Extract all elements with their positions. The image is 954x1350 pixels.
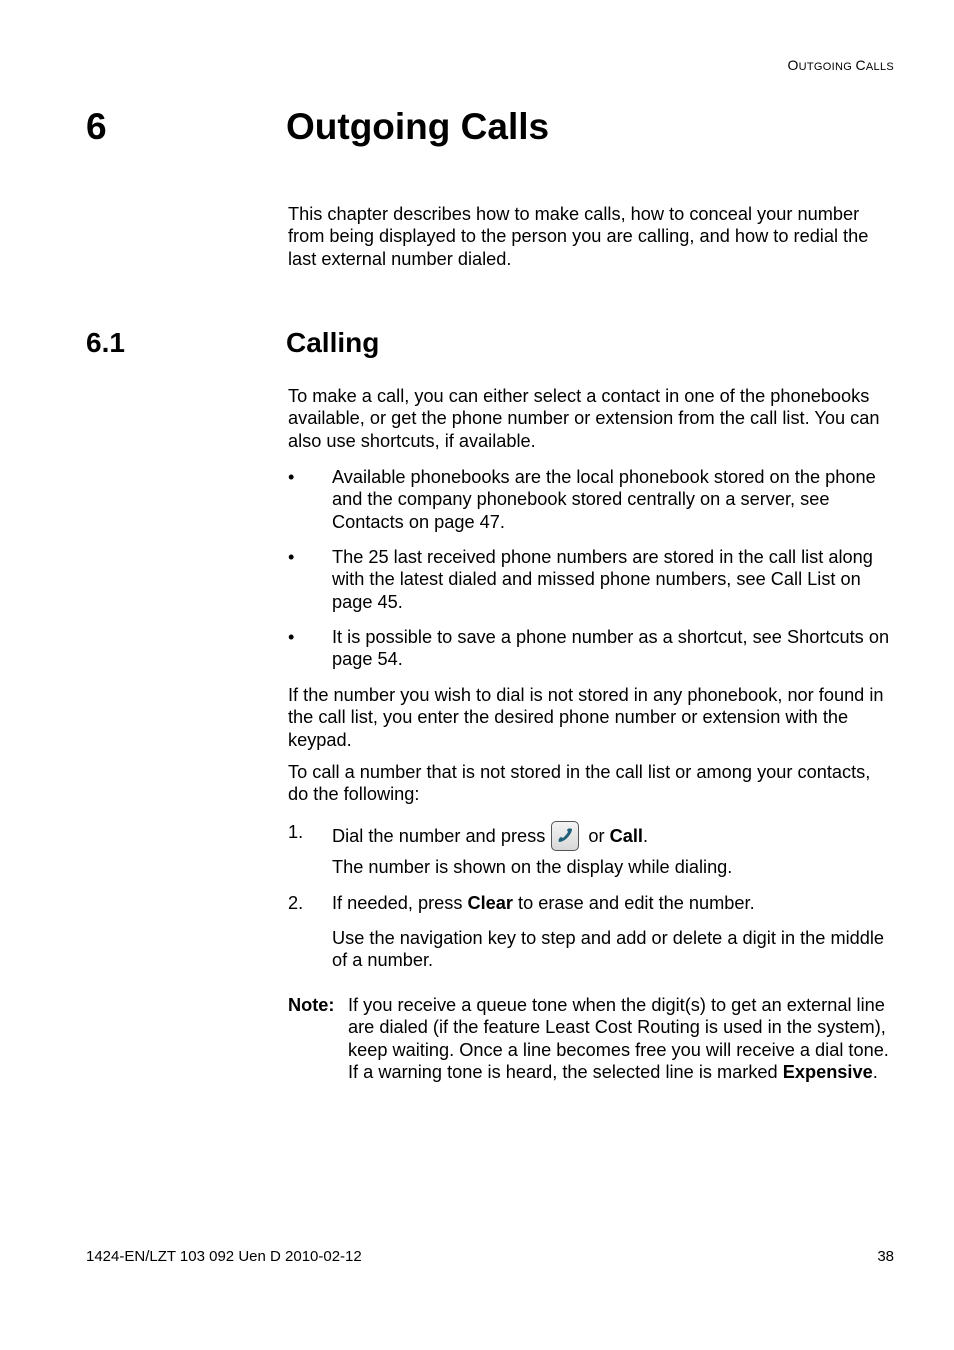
chapter-title: Outgoing Calls	[286, 106, 550, 147]
bullet-item	[288, 546, 894, 613]
step-number: 1.	[288, 822, 304, 842]
bullet-text: The 25 last received phone numbers are stored in the call list along with the latest dialed and missed phone numbers, see Call List on page 45.	[332, 547, 873, 612]
step-text-pre: If needed, press	[332, 893, 468, 913]
running-header-o: O	[787, 57, 799, 73]
step-item	[288, 892, 894, 916]
bullet-item	[288, 466, 894, 533]
running-header-utgoing: UTGOING	[798, 61, 856, 73]
bullet-mark: •	[288, 627, 295, 647]
bullet-text: Available phonebooks are the local phonebook stored on the phone and the company phonebook stored centrally on a server, see Contacts on page 47.	[332, 467, 876, 532]
note-expensive: Expensive	[782, 1062, 873, 1083]
clear-softkey-label: Clear	[467, 893, 513, 913]
note-body: If you receive a queue tone when the digit(s) to get an external line are dialed (if the feature Least Cost Routing is used in the system), keep waiting. Once a line becomes free you will receive a dial tone. If a warning tone is heard, the selected line is marked	[348, 995, 889, 1083]
bullet-mark: •	[288, 547, 295, 567]
note-end: .	[872, 1062, 878, 1083]
chapter-intro: This chapter describes how to make calls, how to conceal your number from being displayed to the person you are calling, and how to redial the last external number dialed.	[288, 204, 869, 269]
bullet-text: It is possible to save a phone number as a shortcut, see Shortcuts on page 54.	[332, 627, 890, 670]
call-key-icon	[551, 821, 579, 851]
section-number: 6.1	[86, 327, 125, 358]
call-softkey-label: Call	[609, 826, 643, 846]
steps-intro: To call a number that is not stored in the call list or among your contacts, do the following:	[288, 762, 871, 805]
footer-doc-id: 1424-EN/LZT 103 092 Uen D 2010-02-12	[86, 1248, 362, 1265]
page-number: 38	[877, 1248, 894, 1265]
note-label: Note:	[288, 995, 335, 1015]
bullet-mark: •	[288, 467, 295, 487]
running-header-c: C	[855, 57, 866, 73]
step-detail: The number is shown on the display while dialing.	[332, 857, 733, 877]
chapter-number: 6	[86, 106, 107, 147]
step-detail: Use the navigation key to step and add or delete a digit in the middle of a number.	[332, 928, 885, 971]
step-text	[332, 892, 894, 914]
note-text	[348, 994, 894, 1084]
section-intro: To make a call, you can either select a contact in one of the phonebooks available, or get the phone number or extension from the call list. You can also use shortcuts, if available.	[288, 386, 880, 451]
running-header-alls: ALLS	[865, 61, 894, 73]
section-title: Calling	[286, 327, 380, 358]
step-text-post: .	[642, 826, 649, 846]
bullet-item	[288, 626, 894, 671]
step-text-post: to erase and edit the number.	[512, 893, 755, 913]
step-item	[288, 821, 894, 851]
running-header	[787, 57, 894, 73]
step-number: 2.	[288, 893, 304, 913]
step-text-or: or	[583, 826, 610, 846]
step-text	[332, 821, 894, 851]
step-text-pre: Dial the number and press	[332, 826, 546, 846]
keypad-paragraph: If the number you wish to dial is not stored in any phonebook, nor found in the call list, you enter the desired phone number or extension with the keypad.	[288, 685, 884, 750]
